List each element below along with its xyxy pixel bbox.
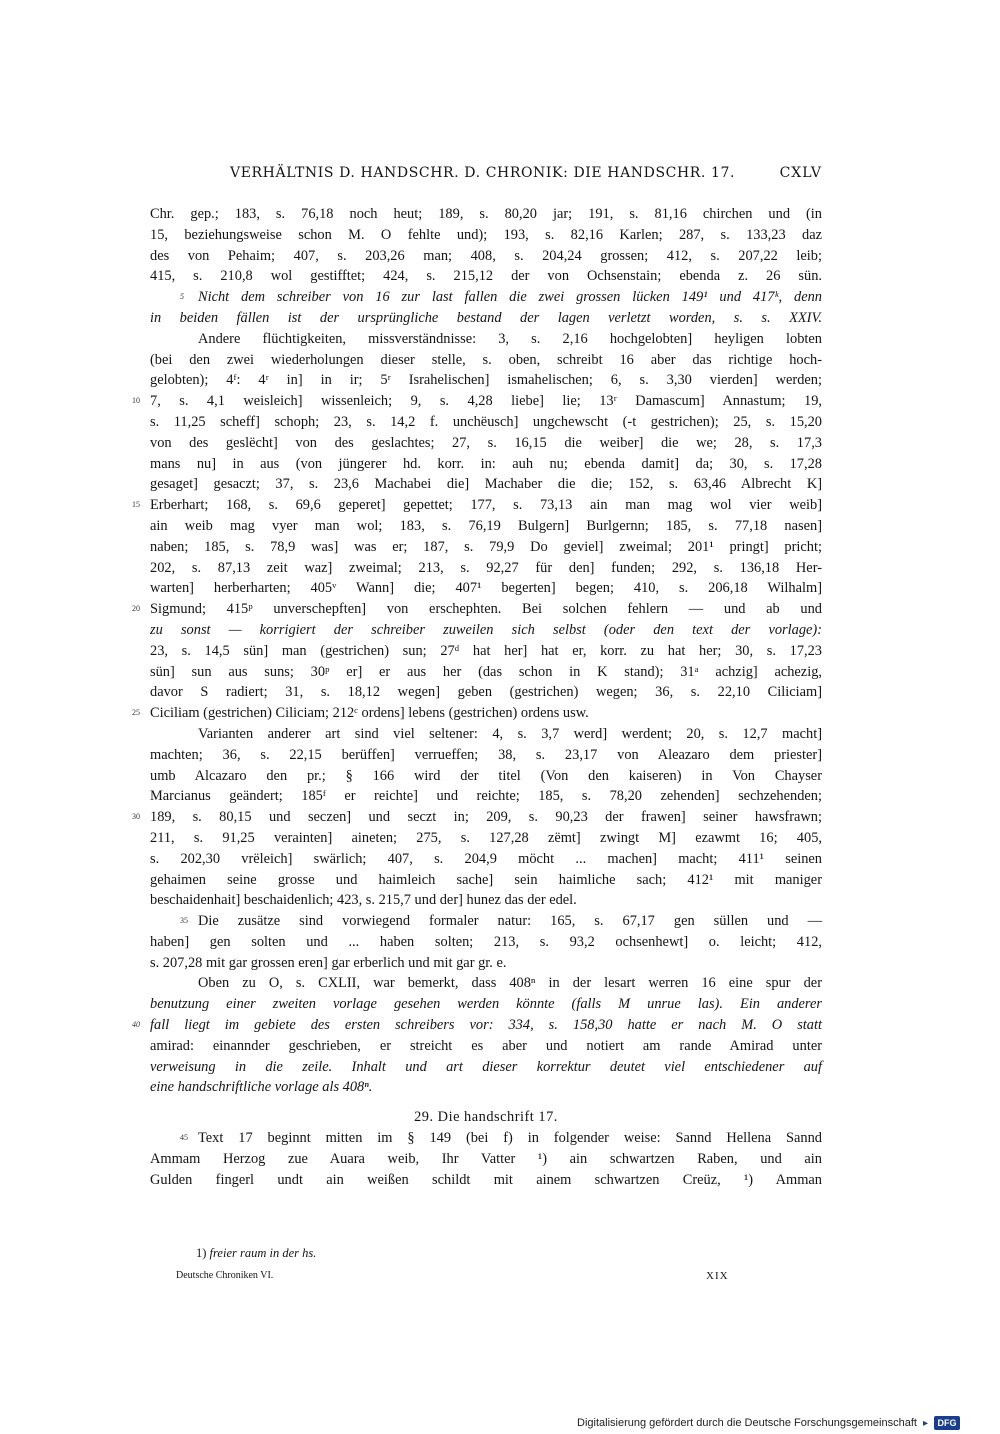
page-number: CXLV [779,165,822,181]
running-head: VERHÄLTNIS D. HANDSCHR. D. CHRONIK: DIE HANDSCHR. 17. [230,165,736,181]
text-line [150,724,822,745]
text-line [150,745,822,766]
line-text: s. 207,28 mit gar grossen eren] gar erberlich und mit gar gr. e. [150,954,507,971]
line-number: 30 [132,812,140,822]
text-line [150,516,822,537]
text-line [150,246,822,267]
text-line [150,266,822,287]
text-line [150,620,822,641]
text-line [150,953,822,974]
line-number: 5 [180,292,184,302]
line-text: 15, beziehungsweise schon M. O fehlte und); 193, s. 82,16 Karlen; 287, s. 133,23 daz [150,226,822,243]
text-line [150,1128,822,1149]
text-line [150,558,822,579]
line-text: benutzung einer zweiten vorlage gesehen werden könnte (falls M unrue las). Ein anderer [150,996,822,1013]
line-text: Ciciliam (gestrichen) Ciliciam; 212ᶜ ordens] lebens (gestrichen) ordens usw. [150,705,589,722]
main-text [132,204,822,1190]
line-text: Text 17 beginnt mitten im § 149 (bei f) in folgender weise: Sannd Hellena Sannd [198,1130,822,1147]
line-text: beschaidenhait] beschaidenlich; 423, s. 215,7 und der] hunez das der edel. [150,892,577,909]
line-text: machten; 36, s. 22,15 berüffen] verrueffen; 38, s. 23,17 von Aleazaro dem priester] [150,746,822,763]
text-line [132,1015,822,1036]
text-line [132,703,822,724]
text-line [150,973,822,994]
text-line [132,495,822,516]
line-text: gehaimen seine grosse und haimleich sache] sein haimliche sach; 412¹ mit maniger [150,871,822,888]
line-text: warten] herberharten; 405ᵛ Wann] die; 407¹ begerten] begen; 410, s. 206,18 Wilhalm] [150,580,822,597]
line-number: 25 [132,708,140,718]
text-line [150,641,822,662]
text-line [150,433,822,454]
line-text: mans nu] in aus (von jüngerer hd. korr. in: auh nu; ebenda damit] da; 30, s. 17,28 [150,455,822,472]
text-line [150,537,822,558]
text-line [150,932,822,953]
line-number: 20 [132,604,140,614]
series-title: Deutsche Chroniken VI. [176,1270,274,1281]
line-text: umb Alcazaro den pr.; § 166 wird der titel (Von den kaiseren) in Von Chayser [150,767,822,784]
text-line [150,308,822,329]
text-line [150,766,822,787]
footnote-text: freier raum in der hs. [209,1246,317,1260]
line-text: 7, s. 4,1 weisleich] wissenleich; 9, s. 4,28 liebe] lie; 13ʳ Damascum] Annastum; 19, [150,393,822,410]
arrow-icon: ▸ [922,1417,928,1429]
text-line [150,1170,822,1191]
text-line [150,1149,822,1170]
line-text: 23, s. 14,5 sün] man (gestrichen) sun; 27ᵈ hat her] hat er, korr. zu hat her; 30, s. 17,23 [150,642,822,659]
line-text: sün] sun aus suns; 30ᵖ er] er aus her (das schon in K stand); 31ᵃ achzig] achezig, [150,663,822,680]
line-text: 211, s. 91,25 verainten] aineten; 275, s. 127,28 zëmt] zwingt M] ezawmt 16; 405, [150,829,822,846]
text-line [150,412,822,433]
text-line [150,828,822,849]
text-line [150,994,822,1015]
line-text: Gulden fingerl undt ain weißen schildt mit ainem schwartzen Creüz, ¹) Amman [150,1171,822,1188]
text-line [150,786,822,807]
line-text: Die zusätze sind vorwiegend formaler natur: 165, s. 67,17 gen süllen und — [198,913,822,930]
line-text: in beiden fällen ist der ursprüngliche bestand der lagen verletzt worden, s. s. XXIV. [150,309,822,326]
line-text: 29. Die handschrift 17. [414,1109,558,1126]
line-text: eine handschriftliche vorlage als 408ⁿ. [150,1079,373,1096]
line-text: haben] gen solten und ... haben solten; 213, s. 93,2 ochsenhewt] o. leicht; 412, [150,933,822,950]
text-line [150,682,822,703]
line-text: Erberhart; 168, s. 69,6 geperet] gepettet; 177, s. 73,13 ain man mag wol vier weib] [150,497,822,514]
line-number: 10 [132,396,140,406]
line-text: 415, s. 210,8 wol gestifftet; 424, s. 215,12 der von Ochsenstain; ebenda z. 26 sün. [150,268,822,285]
footnote-number: 1) [196,1246,207,1260]
dfg-logo: DFG [934,1416,960,1430]
line-text: Marcianus geändert; 185ᶠ er reichte] und reichte; 185, s. 78,20 zehenden] sechzehenden; [150,788,822,805]
line-text: fall liegt im gebiete des ersten schreibers vor: 334, s. 158,30 hatte er nach M. O statt [150,1017,822,1034]
text-line [150,1057,822,1078]
section-heading [150,1107,822,1128]
text-line [150,329,822,350]
text-line [150,1077,822,1098]
line-number: 35 [180,916,188,926]
line-text: s. 11,25 scheff] schoph; 23, s. 14,2 f. unchëusch] ungchewscht (-t gestrichen); 25, s. 15,20 [150,413,822,430]
line-text: Sigmund; 415ᵖ unverschepften] von erschephten. Bei solchen fehlern — und ab und [150,601,822,618]
text-line [150,1036,822,1057]
text-line [150,287,822,308]
text-line [150,849,822,870]
line-text: von des geslëcht] von des geslachtes; 27, s. 16,15 die weiber] die we; 28, s. 17,3 [150,434,822,451]
line-text: amirad: einannder geschrieben, er streicht es aber und notiert am rande Amirad unter [150,1037,822,1054]
line-text: Nicht dem schreiber von 16 zur last fallen die zwei grossen lücken 149¹ und 417ᵏ, denn [198,289,822,306]
footnote [196,1246,316,1261]
line-text: Varianten anderer art sind viel seltener: 4, s. 3,7 werd] werdent; 20, s. 12,7 macht] [198,725,822,742]
credit-text: Digitalisierung gefördert durch die Deutsche Forschungsgemeinschaft [577,1417,917,1429]
line-text: 189, s. 80,15 und seczen] und seczt in; 209, s. 90,23 der frawen] seiner hawsfrawn; [150,809,822,826]
text-line [150,370,822,391]
line-number: 15 [132,500,140,510]
line-text: gesaget] gesaczt; 37, s. 23,6 Machabei die] Machaber die die; 152, s. 63,46 Albrecht K] [150,476,822,493]
line-text: Ammam Herzog zue Auara weib, Ihr Vatter ¹) ain schwartzen Raben, und ain [150,1150,822,1167]
text-line [150,204,822,225]
signature-mark: XIX [706,1270,729,1282]
digitization-credit [577,1416,960,1430]
running-header [150,165,822,185]
line-text: naben; 185, s. 78,9 was] was er; 187, s. 79,9 Do geviel] zweimal; 201¹ pringt] pricht; [150,538,822,555]
text-line [150,890,822,911]
line-number: 45 [180,1133,188,1143]
line-text: (bei den zwei wiederholungen dieser stelle, s. oben, schreibt 16 aber das richtige hoch- [150,351,822,368]
text-line [132,807,822,828]
line-text: des von Pehaim; 407, s. 203,26 man; 408, s. 204,24 grossen; 412, s. 207,22 leib; [150,247,822,264]
line-text: s. 202,30 vrëleich] swärlich; 407, s. 204,9 möcht ... machen] macht; 411¹ seinen [150,850,822,867]
line-text: davor S radiert; 31, s. 18,12 wegen] geben (gestrichen) wegen; 36, s. 22,10 Ciliciam] [150,684,822,701]
line-text: verweisung in die zeile. Inhalt und art dieser korrektur deutet viel entschiedener auf [150,1058,822,1075]
line-number: 40 [132,1020,140,1030]
line-text: gelobten); 4ᶠ: 4ʳ in] in ir; 5ʳ Israhelischen] ismahelischen; 6, s. 3,30 vierden] werden; [150,372,822,389]
line-text: 202, s. 87,13 zeit waz] zweimal; 213, s. 92,27 für den] funden; 292, s. 136,18 Her- [150,559,822,576]
line-text: Oben zu O, s. CXLII, war bemerkt, dass 408ⁿ in der lesart werren 16 eine spur der [198,975,822,992]
text-line [150,911,822,932]
text-line [150,454,822,475]
line-text: Chr. gep.; 183, s. 76,18 noch heut; 189, s. 80,20 jar; 191, s. 81,16 chirchen und (in [150,206,822,222]
text-line [132,599,822,620]
line-text: zu sonst — korrigiert der schreiber zuweilen sich selbst (oder den text der vorlage): [150,621,822,638]
line-text: ain weib mag vyer man wol; 183, s. 76,19 Bulgern] Burlgernn; 185, s. 77,18 nasen] [150,517,822,534]
text-line [150,225,822,246]
line-text: Andere flüchtigkeiten, missverständnisse: 3, s. 2,16 hochgelobten] heyligen lobten [198,330,822,347]
text-line [150,870,822,891]
text-line [150,474,822,495]
text-line [150,578,822,599]
text-line [132,391,822,412]
text-line [150,350,822,371]
text-line [150,662,822,683]
